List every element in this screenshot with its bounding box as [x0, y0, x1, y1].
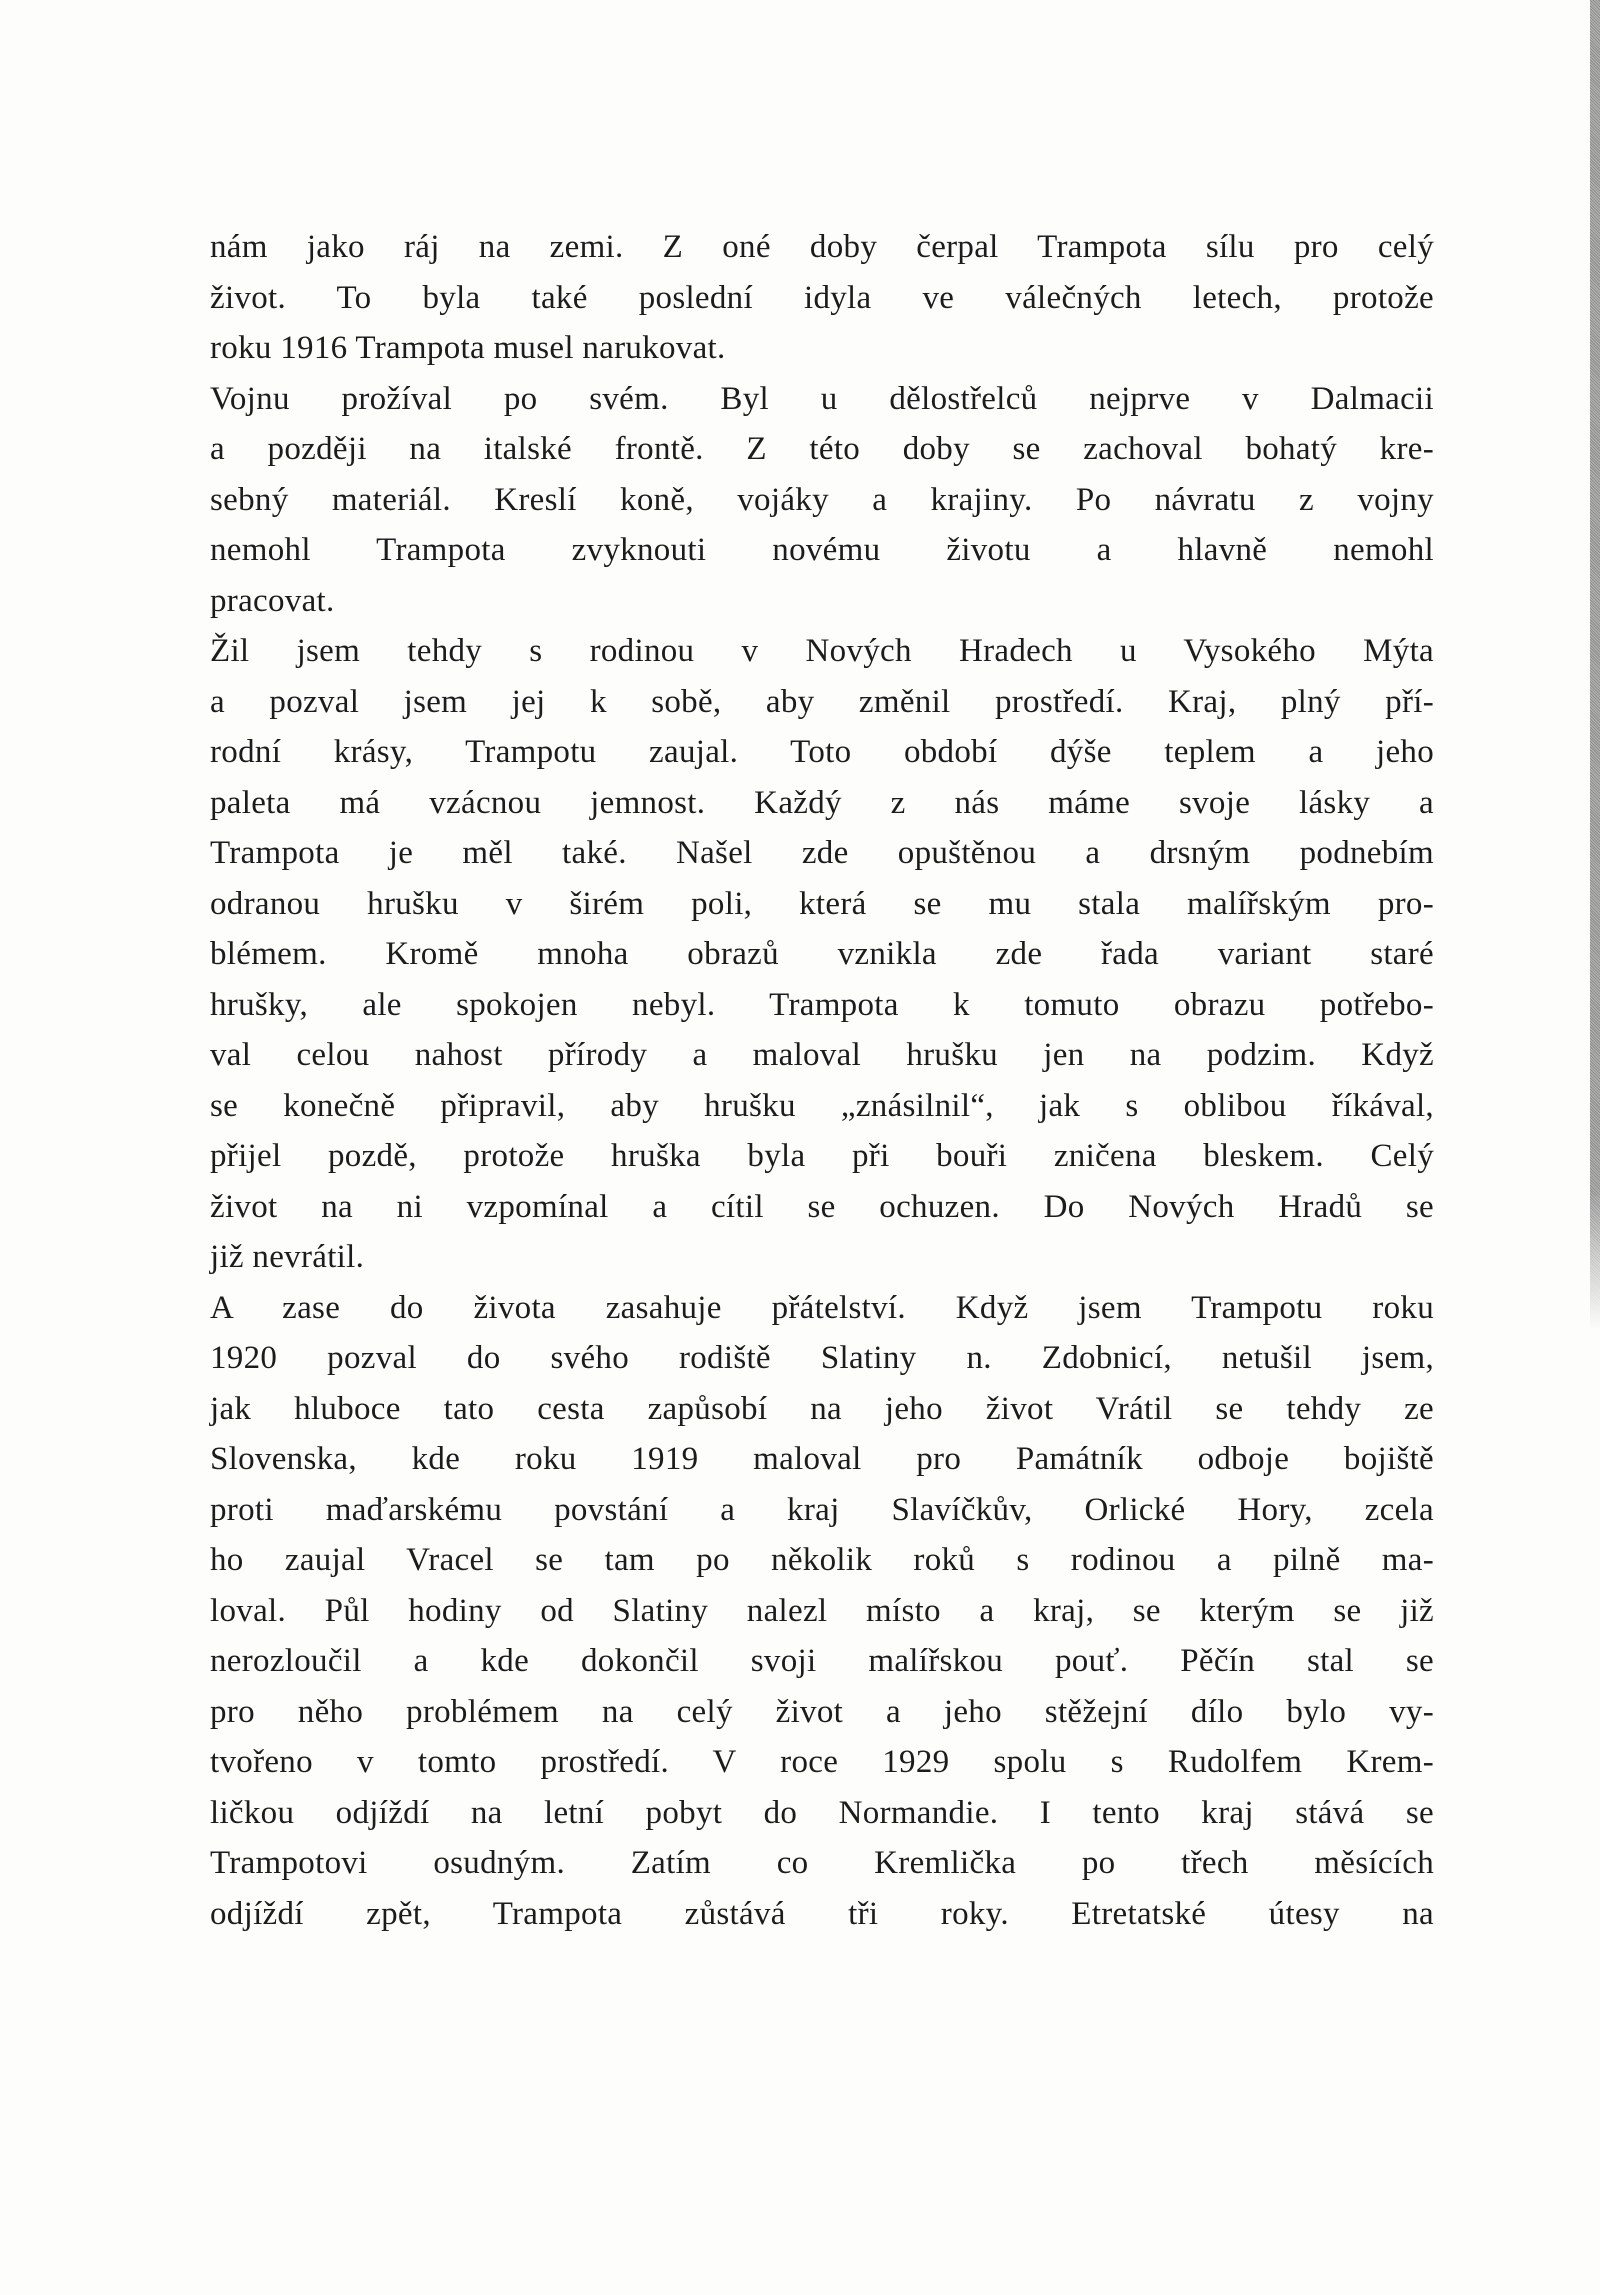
text-line: Slovenska, kde roku 1919 maloval pro Památník odboje bojiště [210, 1441, 1434, 1477]
text-line: paleta má vzácnou jemnost. Každý z nás máme svoje lásky a [210, 784, 1434, 821]
text-line: život. To byla také poslední idyla ve válečných letech, protože [210, 279, 1434, 316]
text-line: Trampota je měl také. Našel zde opuštěnou a drsným podnebím [210, 835, 1434, 871]
text-line: odranou hrušku v širém poli, která se mu stala malířským pro- [210, 885, 1434, 922]
paragraph [210, 626, 1434, 1283]
text-line: život na ni vzpomínal a cítil se ochuzen. Do Nových Hradů se [210, 1188, 1434, 1225]
text-line: jak hluboce tato cesta zapůsobí na jeho život Vrátil se tehdy ze [210, 1390, 1434, 1427]
text-line: sebný materiál. Kreslí koně, vojáky a krajiny. Po návratu z vojny [210, 481, 1434, 518]
text-line: nemohl Trampota zvyknouti novému životu a hlavně nemohl [210, 532, 1434, 568]
text-line: Žil jsem tehdy s rodinou v Nových Hradech u Vysokého Mýta [210, 633, 1434, 669]
text-line: Trampotovi osudným. Zatím co Kremlička po třech měsících [210, 1845, 1434, 1881]
text-line: roku 1916 Trampota musel narukovat. [210, 330, 726, 366]
text-line: odjíždí zpět, Trampota zůstává tři roky. Etretatské útesy na [210, 1895, 1434, 1932]
paragraph [210, 374, 1434, 627]
text-line: přijel pozdě, protože hruška byla při bouři zničena bleskem. Celý [210, 1138, 1434, 1174]
text-line: nerozloučil a kde dokončil svoji malířskou pouť. Pěčín stal se [210, 1643, 1434, 1679]
text-line: se konečně připravil, aby hrušku „znásilnil“, jak s oblibou říkával, [210, 1087, 1434, 1124]
text-line: a později na italské frontě. Z této doby se zachoval bohatý kre- [210, 431, 1434, 467]
paragraph [210, 222, 1434, 374]
text-line: Vojnu prožíval po svém. Byl u dělostřelců nejprve v Dalmacii [210, 380, 1434, 417]
text-line: 1920 pozval do svého rodiště Slatiny n. Zdobnicí, netušil jsem, [210, 1340, 1434, 1376]
text-line: loval. Půl hodiny od Slatiny nalezl místo a kraj, se kterým se již [210, 1592, 1434, 1629]
text-line: pro něho problémem na celý život a jeho stěžejní dílo bylo vy- [210, 1693, 1434, 1730]
text-line: val celou nahost přírody a maloval hrušku jen na podzim. Když [210, 1037, 1434, 1073]
text-line: ho zaujal Vracel se tam po několik roků s rodinou a pilně ma- [210, 1542, 1434, 1578]
text-line: hrušky, ale spokojen nebyl. Trampota k tomuto obrazu potřebo- [210, 986, 1434, 1023]
text-line: nám jako ráj na zemi. Z oné doby čerpal Trampota sílu pro celý [210, 229, 1434, 265]
text-line: pracovat. [210, 582, 335, 619]
text-line: a pozval jsem jej k sobě, aby změnil prostředí. Kraj, plný pří- [210, 683, 1434, 720]
text-line: A zase do života zasahuje přátelství. Když jsem Trampotu roku [210, 1289, 1434, 1326]
text-line: již nevrátil. [210, 1239, 365, 1275]
body-text [210, 222, 1434, 1939]
text-line: blémem. Kromě mnoha obrazů vznikla zde řada variant staré [210, 936, 1434, 972]
text-line: proti maďarskému povstání a kraj Slavíčkův, Orlické Hory, zcela [210, 1491, 1434, 1528]
page-edge-shadow [1590, 0, 1600, 1330]
paragraph [210, 1283, 1434, 1940]
text-line: tvořeno v tomto prostředí. V roce 1929 spolu s Rudolfem Krem- [210, 1744, 1434, 1780]
text-line: ličkou odjíždí na letní pobyt do Normandie. I tento kraj stává se [210, 1794, 1434, 1831]
text-line: rodní krásy, Trampotu zaujal. Toto období dýše teplem a jeho [210, 734, 1434, 770]
